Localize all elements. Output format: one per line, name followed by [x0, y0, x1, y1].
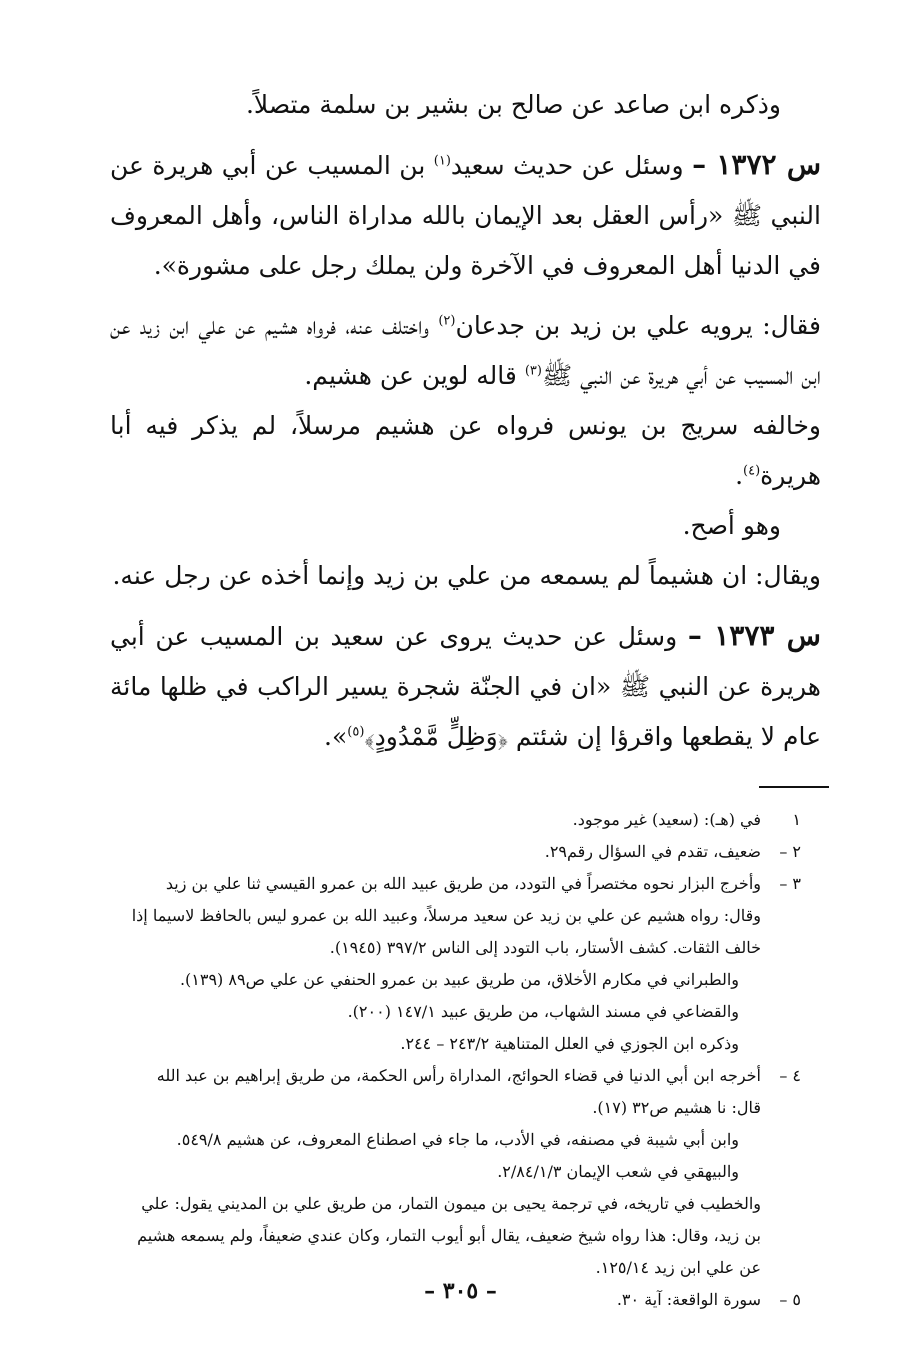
footnotes: [110, 804, 821, 1316]
footnote-number: ١: [792, 810, 801, 829]
footnote-number: ٤ –: [779, 1066, 801, 1085]
question-text-a: وسئل عن حديث سعيد: [450, 151, 693, 180]
question-1372: [110, 140, 821, 291]
page-number: – ٣٠٥ –: [424, 1278, 497, 1304]
footnote-ref-3: (٣): [524, 363, 542, 379]
answer-paragraph-3: وهو أصح.: [682, 511, 781, 540]
footnote-line: والقضاعي في مسند الشهاب، من طريق عبيد ١٤٧/١ (٢٠٠).: [347, 1002, 739, 1021]
footnote-ref-4: (٤): [743, 463, 761, 479]
footnote-line: في (هـ): (سعيد) غير موجود.: [572, 810, 761, 829]
footnote-line: والخطيب في تاريخه، في ترجمة يحيى بن ميمون التمار، من طريق علي بن المديني يقول: علي بن زيد، وقال: هذا رواه شيخ ضعيف، يقال أبو أيوب التمار، وكان عندي ضعيفاً، ولم يسمعه هشيم عن علي ابن زيد ١٢٥/١٤.: [137, 1194, 761, 1277]
footnote-line: وابن أبي شيبة في مصنفه، في الأدب، ما جاء في اصطناع المعروف، عن هشيم ٥٤٩/٨.: [176, 1130, 739, 1149]
answer-text-c: قاله لوين عن هشيم.: [304, 361, 525, 390]
footnote-ref-5: (٥): [347, 724, 365, 740]
answer-text-b: واختلف عنه، فرواه هشيم عن علي ابن زيد عن ابن المسيب عن أبي هريرة عن النبي ﷺ: [110, 311, 821, 390]
answer-paragraph-2: [110, 401, 821, 501]
footnote-line: وأخرج البزار نحوه مختصراً في التودد، من طريق عبيد الله بن عمرو القيسي ثنا علي بن زيد وقال: رواه هشيم عن علي بن زيد عن سعيد مرسلاً، وعبيد الله بن عمرو ليس بالحافظ لاسيما إذا خالف الثقات. كشف الأستار، باب التودد إلى الناس ٣٩٧/٢ (١٩٤٥).: [131, 874, 761, 957]
question-number-1372: س ١٣٧٢ –: [692, 148, 821, 181]
footnote-line: والبيهقي في شعب الإيمان ٢/٨٤/١/٣.: [497, 1162, 739, 1181]
footnote-2: [130, 836, 801, 868]
footnote-1: [130, 804, 801, 836]
footnote-line: وذكره ابن الجوزي في العلل المتناهية ٢٤٣/٢ – ٢٤٤.: [400, 1034, 739, 1053]
footnote-separator: [759, 786, 829, 788]
intro-paragraph: وذكره ابن صاعد عن صالح بن بشير بن سلمة متصلاً.: [245, 90, 781, 119]
answer2-text-b: .: [735, 461, 744, 490]
question-1373-text-b: ».: [324, 722, 348, 751]
question-1373-text-a: وسئل عن حديث يروى عن سعيد بن المسيب عن أبي هريرة عن النبي ﷺ «ان في الجنّة شجرة يسير الراكب في ظلها مائة عام لا يقطعها واقرؤا إن شئتم ﴿وَظِلٍّ مَّمْدُودٍ﴾: [110, 622, 821, 751]
footnote-number: ٢ –: [779, 842, 801, 861]
footnote-3: [130, 868, 801, 1060]
question-number-1373: س ١٣٧٣ –: [687, 619, 821, 652]
question-1373: [110, 611, 821, 762]
footnote-number: ٥ –: [779, 1290, 801, 1309]
footnote-line: أخرجه ابن أبي الدنيا في قضاء الحوائج، المداراة رأس الحكمة، من طريق إبراهيم بن عبد الله قال: نا هشيم ص٣٢ (١٧).: [156, 1066, 761, 1117]
footnote-ref-2: (٢): [438, 313, 456, 329]
answer2-text-a: وخالفه سريج بن يونس فرواه عن هشيم مرسلاً، لم يذكر فيه أبا هريرة: [110, 411, 821, 490]
footnote-4: [130, 1060, 801, 1284]
footnote-ref-1: (١): [433, 153, 451, 169]
footnote-line: والطبراني في مكارم الأخلاق، من طريق عبيد بن عمرو الحنفي عن علي ص٨٩ (١٣٩).: [179, 970, 739, 989]
main-text: [110, 80, 821, 762]
footnote-number: ٣ –: [779, 874, 801, 893]
footnote-line: سورة الواقعة: آية ٣٠.: [616, 1290, 761, 1309]
answer-text-a: فقال: يرويه علي بن زيد بن جدعان: [455, 311, 821, 340]
answer-paragraph-1: [110, 301, 821, 401]
question-text-b: بن المسيب عن أبي هريرة عن النبي ﷺ «رأس العقل بعد الإيمان بالله مداراة الناس، وأهل المعروف في الدنيا أهل المعروف في الآخرة ولن يملك رجل على مشورة».: [110, 151, 821, 280]
answer-paragraph-4: ويقال: ان هشيماً لم يسمعه من علي بن زيد وإنما أخذه عن رجل عنه.: [112, 561, 821, 590]
footnote-line: ضعيف، تقدم في السؤال رقم٢٩.: [544, 842, 761, 861]
